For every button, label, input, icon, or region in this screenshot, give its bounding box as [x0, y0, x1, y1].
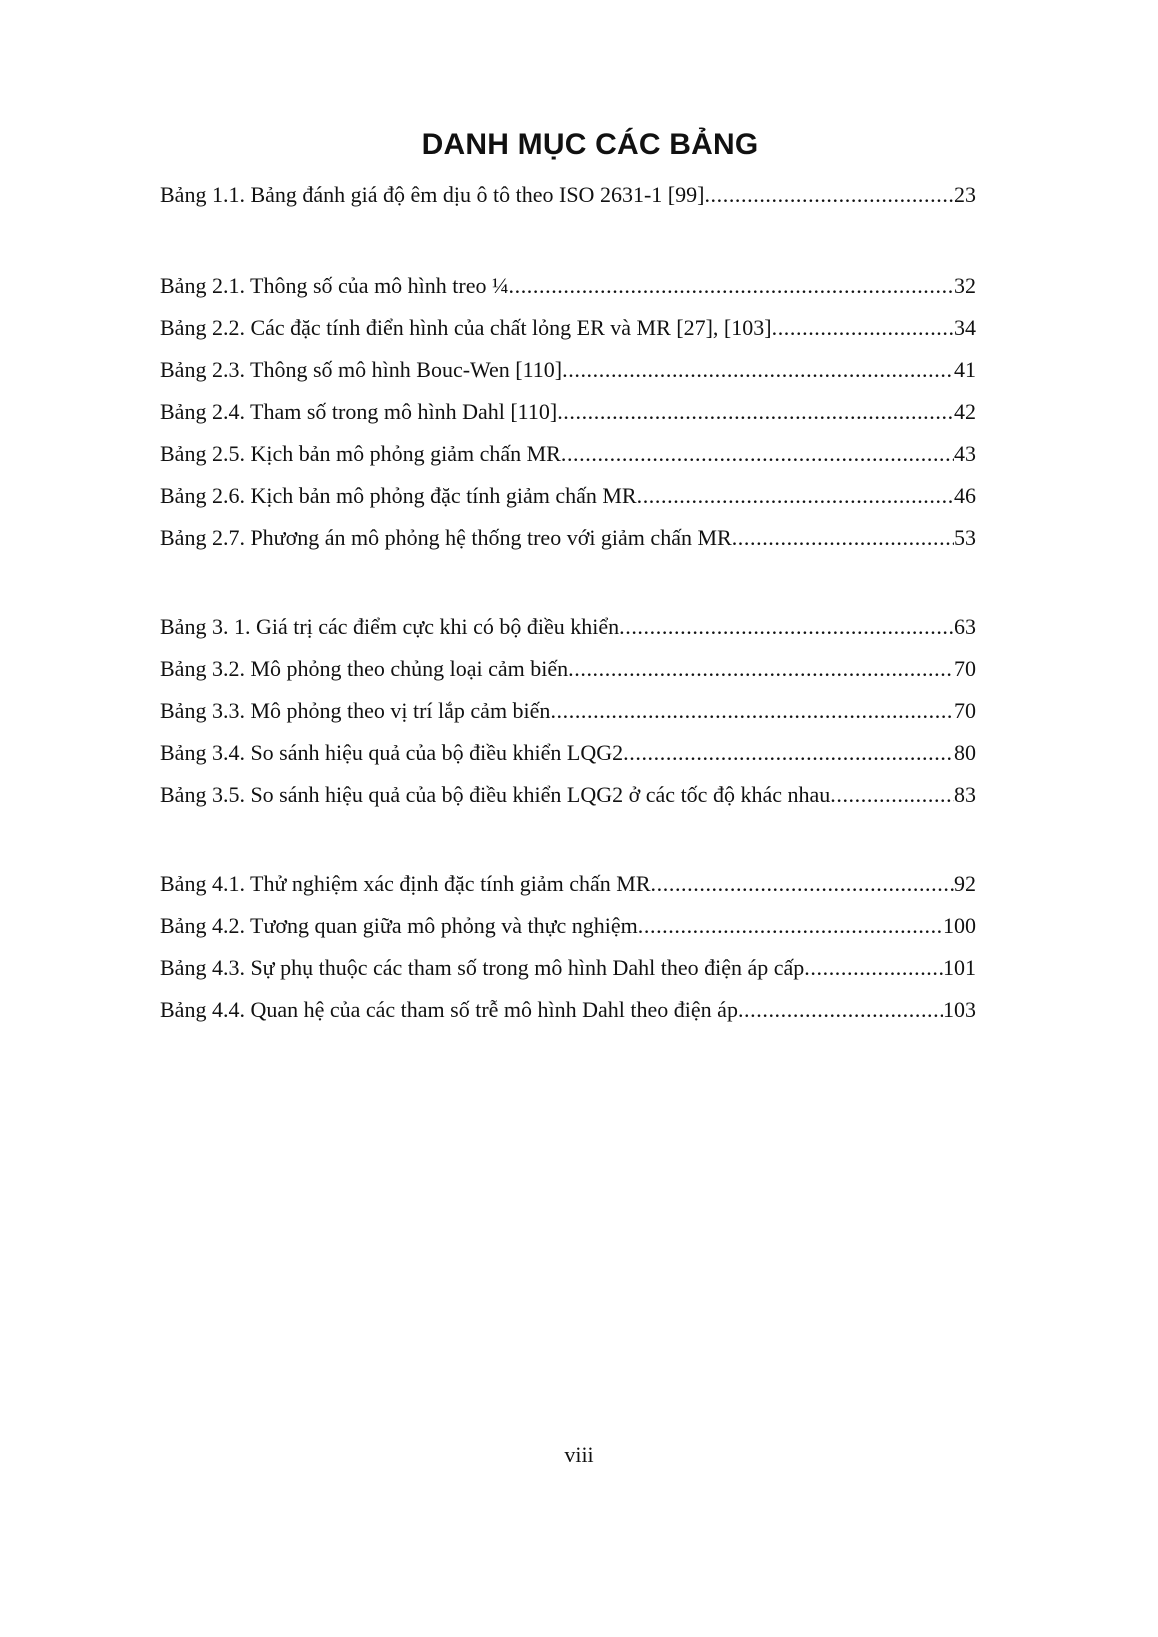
entry-page: 23	[954, 182, 976, 207]
entry-page: 70	[954, 698, 976, 723]
entry-label: Bảng 4.4. Quan hệ của các tham số trễ mô hình Dahl theo điện áp	[160, 997, 738, 1022]
dot-leader	[509, 271, 955, 301]
entry-label: Bảng 3.4. So sánh hiệu quả của bộ điều khiển LQG2	[160, 740, 624, 765]
entry-page: 34	[954, 315, 976, 340]
entry-page: 32	[954, 273, 976, 298]
entry-label: Bảng 4.2. Tương quan giữa mô phỏng và thực nghiệm	[160, 913, 638, 938]
toc-entry[interactable]	[160, 738, 976, 768]
dot-leader	[738, 995, 943, 1025]
toc-entry[interactable]	[160, 523, 976, 553]
dot-leader	[619, 612, 954, 642]
entry-page: 53	[954, 525, 976, 550]
entry-label: Bảng 2.2. Các đặc tính điển hình của chất lỏng ER và MR [27], [103]	[160, 315, 772, 340]
toc-entry[interactable]	[160, 481, 976, 511]
entry-label: Bảng 3.2. Mô phỏng theo chủng loại cảm biến	[160, 656, 569, 681]
dot-leader	[704, 180, 954, 210]
toc-entry[interactable]	[160, 612, 976, 642]
toc-entry[interactable]	[160, 355, 976, 385]
dot-leader	[562, 355, 954, 385]
toc-entry[interactable]	[160, 397, 976, 427]
entry-page: 92	[954, 871, 976, 896]
entry-label: Bảng 2.5. Kịch bản mô phỏng giảm chấn MR	[160, 441, 561, 466]
entry-label: Bảng 2.6. Kịch bản mô phỏng đặc tính giảm chấn MR	[160, 483, 637, 508]
dot-leader	[772, 313, 954, 343]
entry-page: 83	[954, 782, 976, 807]
entry-page: 103	[943, 997, 976, 1022]
toc-entry[interactable]	[160, 995, 976, 1025]
dot-leader	[561, 439, 954, 469]
toc-entry[interactable]	[160, 780, 976, 810]
entry-label: Bảng 4.3. Sự phụ thuộc các tham số trong mô hình Dahl theo điện áp cấp	[160, 955, 805, 980]
dot-leader	[638, 911, 943, 941]
toc-entry[interactable]	[160, 180, 976, 210]
entry-label: Bảng 2.3. Thông số mô hình Bouc-Wen [110]	[160, 357, 563, 382]
entry-label: Bảng 3.5. So sánh hiệu quả của bộ điều khiển LQG2 ở các tốc độ khác nhau	[160, 782, 831, 807]
entry-page: 100	[943, 913, 976, 938]
entry-page: 63	[954, 614, 976, 639]
dot-leader	[804, 953, 943, 983]
toc-entry[interactable]	[160, 271, 976, 301]
entry-page: 41	[954, 357, 976, 382]
entry-page: 43	[954, 441, 976, 466]
dot-leader	[637, 481, 954, 511]
toc-entry[interactable]	[160, 869, 976, 899]
entry-label: Bảng 3. 1. Giá trị các điểm cực khi có bộ điều khiển	[160, 614, 620, 639]
toc-entry[interactable]	[160, 313, 976, 343]
entry-label: Bảng 2.7. Phương án mô phỏng hệ thống treo với giảm chấn MR	[160, 525, 732, 550]
entry-label: Bảng 3.3. Mô phỏng theo vị trí lắp cảm biến	[160, 698, 551, 723]
toc-entry[interactable]	[160, 953, 976, 983]
toc-entry[interactable]	[160, 911, 976, 941]
toc-entry[interactable]	[160, 654, 976, 684]
toc-entry[interactable]	[160, 696, 976, 726]
entry-page: 46	[954, 483, 976, 508]
page-title: DANH MỤC CÁC BẢNG	[421, 128, 759, 161]
entry-label: Bảng 4.1. Thử nghiệm xác định đặc tính giảm chấn MR	[160, 871, 651, 896]
entry-page: 70	[954, 656, 976, 681]
dot-leader	[557, 397, 954, 427]
dot-leader	[568, 654, 954, 684]
dot-leader	[830, 780, 954, 810]
entry-page: 42	[954, 399, 976, 424]
dot-leader	[623, 738, 954, 768]
dot-leader	[651, 869, 954, 899]
entry-label: Bảng 2.1. Thông số của mô hình treo ¼	[160, 273, 509, 298]
entry-label: Bảng 2.4. Tham số trong mô hình Dahl [110]	[160, 399, 558, 424]
dot-leader	[550, 696, 954, 726]
entry-label: Bảng 1.1. Bảng đánh giá độ êm dịu ô tô theo ISO 2631-1 [99]	[160, 182, 705, 207]
toc-entry[interactable]	[160, 439, 976, 469]
page-number: viii	[564, 1442, 594, 1467]
entry-page: 80	[954, 740, 976, 765]
entry-page: 101	[943, 955, 976, 980]
dot-leader	[732, 523, 954, 553]
